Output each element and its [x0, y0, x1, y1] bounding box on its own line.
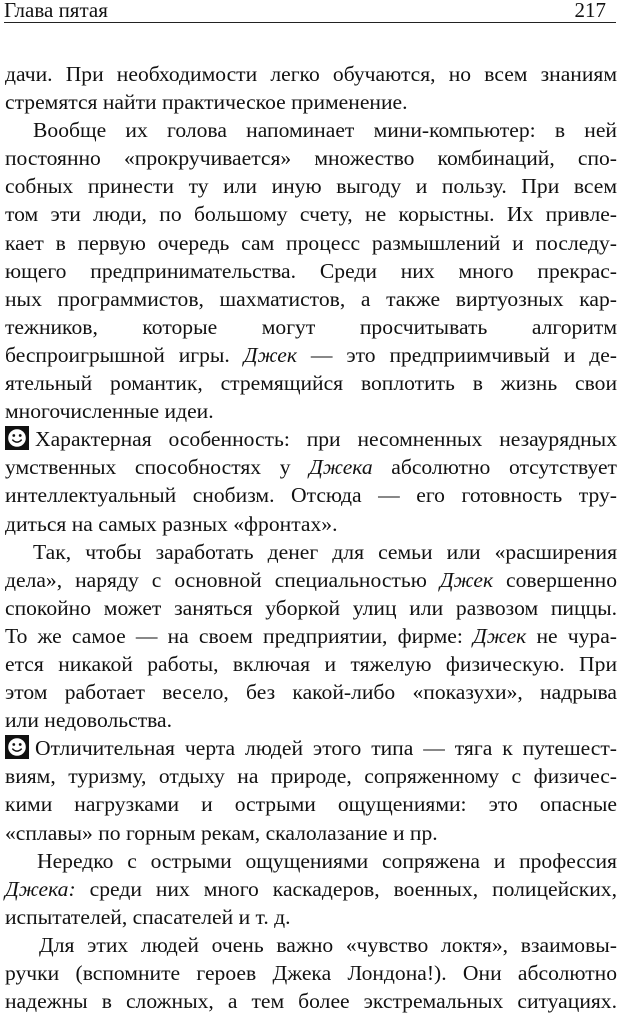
smiley-face-icon	[5, 735, 29, 759]
text-line: постоянно «прокручивается» множество комбинаций, спо-	[5, 146, 617, 171]
running-header	[4, 0, 616, 23]
text-span: беспроигрышной игры.	[5, 342, 244, 367]
text-line	[5, 734, 617, 762]
text-line: спокойно может заняться уборкой улиц или развозом пиццы.	[5, 595, 617, 620]
text-line: кими нагрузками и острыми ощущениями: это опасные	[5, 792, 617, 817]
chapter-title: Глава пятая	[4, 0, 108, 22]
text-line	[5, 453, 617, 481]
character-name: Джека	[309, 455, 373, 480]
paragraph	[5, 931, 617, 1015]
text-span: не чура-	[526, 623, 617, 648]
text-line: стремятся найти практическое применение.	[5, 90, 408, 115]
text-span: абсолютно отсутствует	[372, 455, 617, 480]
paragraph	[5, 116, 617, 425]
text-line: «сплавы» по горным рекам, скалолазание и пр.	[5, 820, 438, 845]
text-line	[5, 341, 617, 369]
smiley-face-icon	[5, 426, 29, 450]
text-line	[5, 425, 617, 453]
character-name: Джек	[439, 567, 494, 592]
text-line: испытателей, спасателей и т. д.	[5, 904, 291, 929]
text-span: умственных способностях у	[5, 455, 310, 480]
text-line: дачи. При необходимости легко обучаются, но всем знаниям	[5, 62, 617, 86]
body-text	[5, 60, 617, 1015]
text-line: ющего предпринимательства. Среди них много прекрас-	[5, 258, 617, 283]
paragraph	[5, 538, 617, 735]
text-line: многочисленные идеи.	[5, 399, 214, 424]
text-span: Характерная особенность: при несомненных незаурядных	[35, 427, 617, 452]
text-line	[5, 875, 617, 903]
text-span: — это предприимчивый и де-	[296, 342, 617, 367]
page-number: 217	[574, 0, 606, 22]
text-line: или недовольства.	[5, 708, 173, 733]
text-line: ется никакой работы, включая и тяжелую физическую. При	[5, 651, 617, 676]
text-line: надежны в сложных, а тем более экстремальных ситуациях.	[5, 989, 617, 1014]
text-line: ятельный романтик, стремящийся воплотить в жизнь свои	[5, 371, 617, 396]
text-line: виям, туризму, отдыху на природе, сопряженному с физичес-	[5, 764, 617, 789]
text-span: дела», наряду с основной специальностью	[5, 567, 440, 592]
text-span: совершенно	[493, 567, 618, 592]
paragraph	[5, 734, 617, 846]
character-name: Джек	[243, 342, 297, 367]
text-line: кает в первую очередь сам процесс размышлений и последу-	[5, 230, 617, 255]
text-line: ручки (вспомните героев Джека Лондона!). Они абсолютно	[5, 961, 617, 985]
text-span: То же самое — на своем предприятии, фирме:	[5, 623, 474, 648]
text-line: Вообще их голова напоминает мини-компьютер: в ней	[33, 118, 617, 143]
paragraph	[5, 425, 617, 537]
character-name: Джека:	[5, 876, 76, 901]
paragraph	[5, 60, 617, 116]
text-line: собных принести ту или иную выгоду и пользу. При всем	[5, 174, 617, 199]
text-span: Отличительная черта людей этого типа — тяга к путешест-	[35, 736, 617, 761]
text-line: том эти люди, по большому счету, не корыстны. Их привле-	[5, 202, 617, 227]
text-line: этом работает весело, без какой-либо «показухи», надрыва	[5, 680, 617, 705]
text-line: интеллектуальный снобизм. Отсюда — его готовность тру-	[5, 483, 617, 508]
text-line	[5, 622, 617, 650]
text-line: Так, чтобы заработать денег для семьи или «расширения	[33, 539, 617, 564]
text-line: ных программистов, шахматистов, а также виртуозных кар-	[5, 286, 617, 311]
character-name: Джек	[473, 623, 527, 648]
text-line: тежников, которые могут просчитывать алгоритм	[5, 314, 617, 339]
text-line: Нередко с острыми ощущениями сопряжена и профессия	[37, 848, 617, 873]
text-span: среди них много каскадеров, военных, полицейских,	[75, 876, 617, 901]
text-line: диться на самых разных «фронтах».	[5, 511, 338, 536]
text-line	[5, 566, 617, 594]
paragraph	[5, 847, 617, 931]
text-line: Для этих людей очень важно «чувство локтя», взаимовы-	[39, 932, 617, 957]
